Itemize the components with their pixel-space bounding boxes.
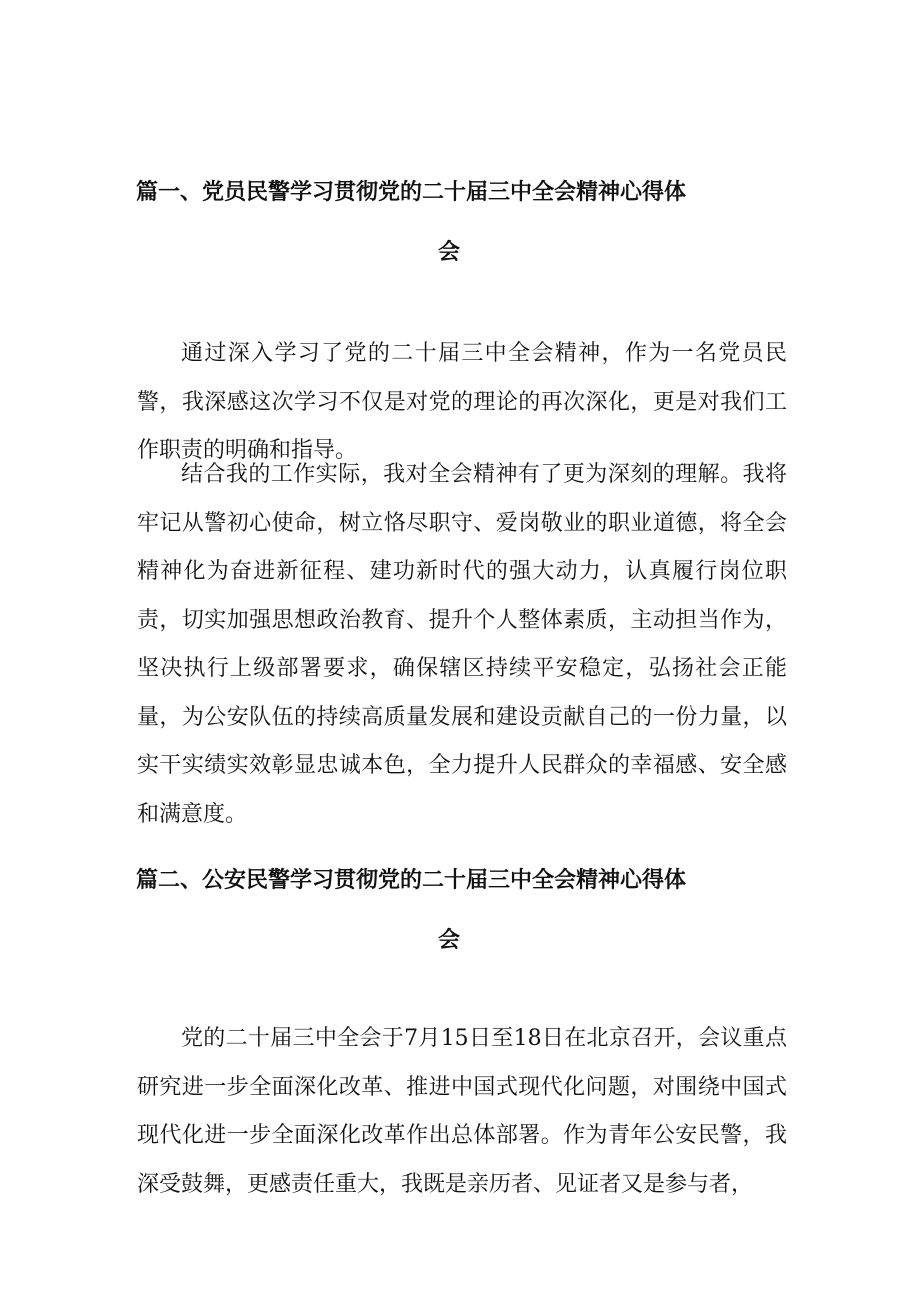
section1-paragraph2: 结合我的工作实际，我对全会精神有了更为深刻的理解。我将牢记从警初心使命，树立恪尽职守、爱岗敬业的职业道德，将全会精神化为奋进新征程、建功新时代的强大动力，认真履行岗位职责，切实加强思想政治教育、提升个人整体素质，主动担当作为，坚决执行上级部署要求，确保辖区持续平安稳定，弘扬社会正能量，为公安队伍的持续高质量发展和建设贡献自己的一份力量，以实干实绩实效彰显忠诚本色，全力提升人民群众的幸福感、安全感和满意度。 xyxy=(137,462,787,827)
section2-paragraph1: 党的二十届三中全会于7月15日至18日在北京召开，会议重点研究进一步全面深化改革、推进中国式现代化问题，对围绕中国式现代化进一步全面深化改革作出总体部署。作为青年公安民警，我深受鼓舞，更感责任重大，我既是亲历者、见证者又是参与者， xyxy=(137,1026,787,1197)
section1-title-line2: 会 xyxy=(438,240,461,265)
section1-title-line1: 篇一、党员民警学习贯彻党的二十届三中全会精神心得体 xyxy=(136,180,687,205)
section2-title-line2: 会 xyxy=(438,928,461,953)
section1-paragraph1: 通过深入学习了党的二十届三中全会精神，作为一名党员民警，我深感这次学习不仅是对党的理论的再次深化，更是对我们工作职责的明确和指导。 xyxy=(137,341,787,463)
section2-title-line1: 篇二、公安民警学习贯彻党的二十届三中全会精神心得体 xyxy=(136,868,687,893)
